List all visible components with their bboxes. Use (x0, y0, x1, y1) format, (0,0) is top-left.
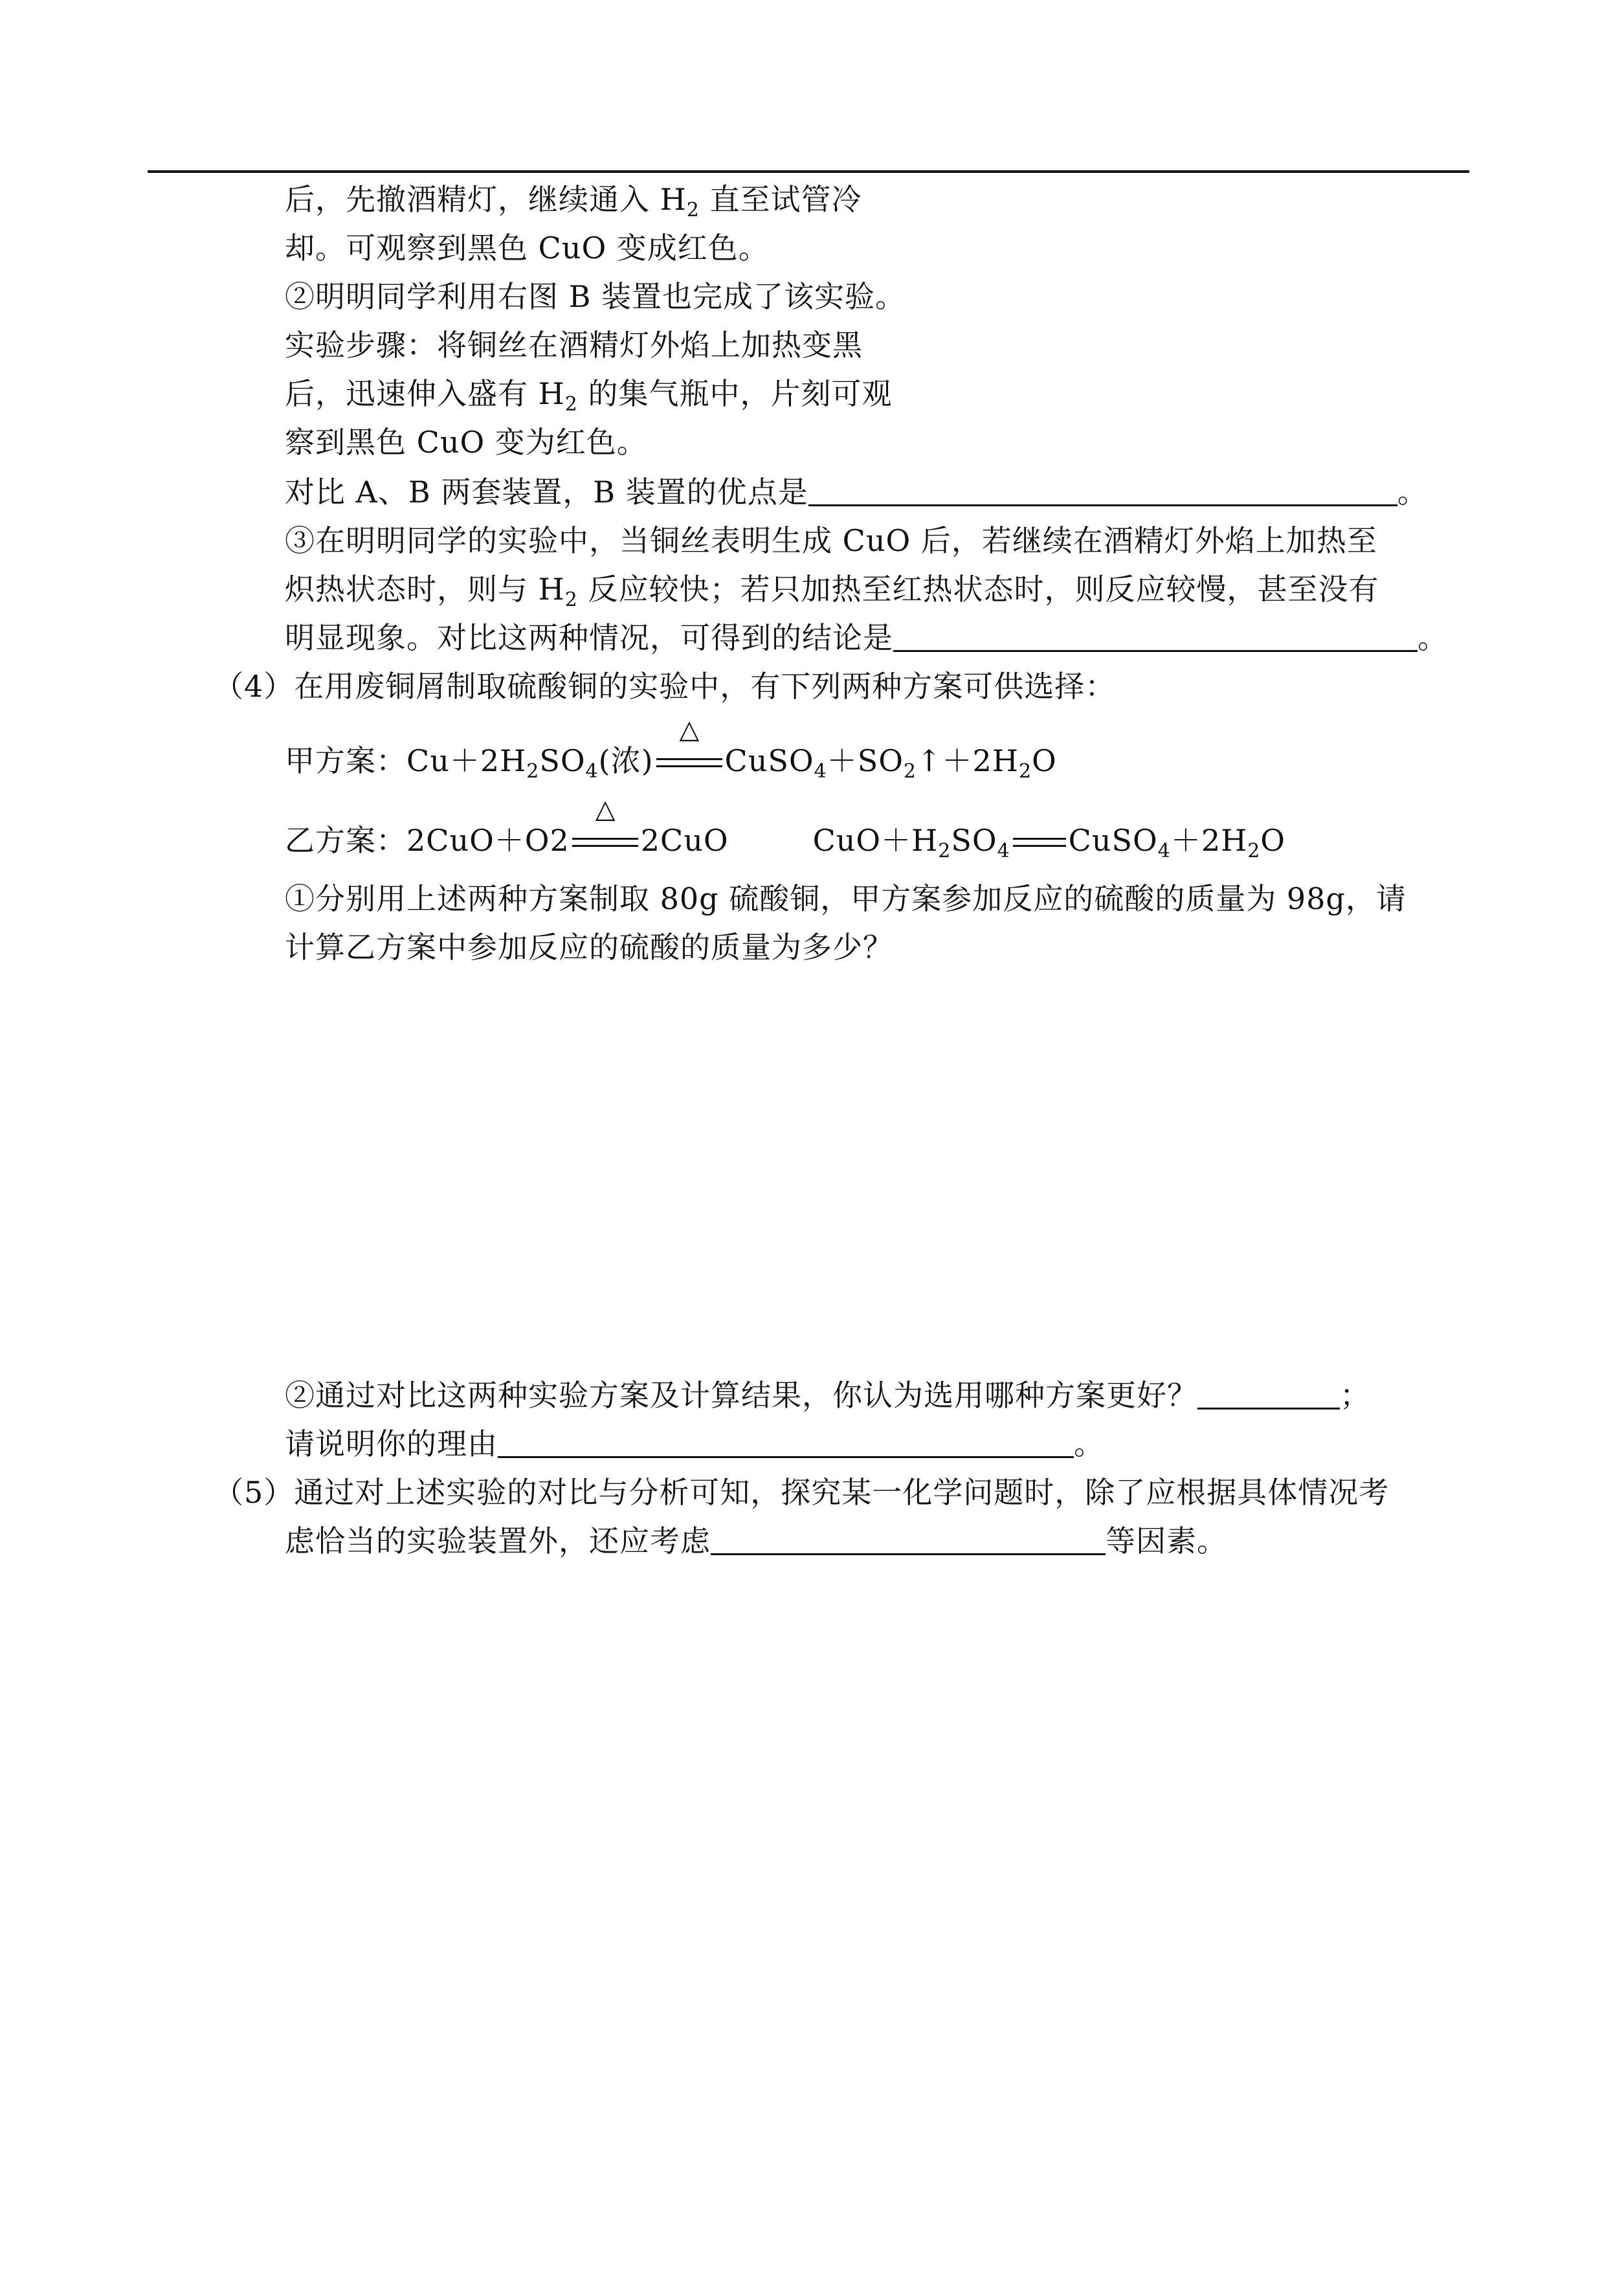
text-line-5: 后，迅速伸入盛有 $H_2$ 的集气瓶中，片刻可观 (285, 376, 893, 416)
heat-triangle-icon: △ (679, 715, 700, 745)
sub-question-1a: ①分别用上述两种方案制取 80g 硫酸铜，甲方案参加反应的硫酸的质量为 98g，请 (285, 881, 1407, 916)
text-line-3: ②明明同学利用右图 B 装置也完成了该实验。 (285, 279, 906, 314)
question-4: （4）在用废铜屑制取硫酸铜的实验中，有下列两种方案可供选择： (214, 669, 1116, 704)
plan-b-equation: 乙方案：2CuO＋O2 △ 2CuO $CuO+H_2SO_4$ $CuSO_4+2H_2O$ (285, 794, 1286, 862)
text-line-8: ③在明明同学的实验中，当铜丝表明生成 CuO 后，若继续在酒精灯外焰上加热至 (285, 523, 1377, 558)
plan-a-equation: 甲方案：$Cu+2H_2SO_4$(浓) △ $CuSO_4+SO_2↑+2H_2O$ (285, 715, 1057, 783)
text-line-9: 炽热状态时，则与 $H_2$ 反应较快；若只加热至红热状态时，则反应较慢，甚至没有 (285, 572, 1379, 611)
header-rule (148, 170, 1469, 173)
question-5b: 虑恰当的实验装置外，还应考虑 等因素。 (285, 1523, 1227, 1558)
answer-blank-advantage[interactable] (808, 473, 1397, 506)
text-line-10: 明显现象。对比这两种情况，可得到的结论是 。 (285, 620, 1448, 655)
answer-blank-factors[interactable] (711, 1522, 1106, 1555)
answer-blank-plan[interactable] (1197, 1376, 1340, 1410)
sub-question-2b: 请说明你的理由 。 (285, 1426, 1104, 1461)
heat-equals-sign (654, 715, 725, 780)
text-line-4: 实验步骤：将铜丝在酒精灯外焰上加热变黑 (285, 328, 863, 363)
text-line-2: 却。可观察到黑色 CuO 变成红色。 (285, 230, 769, 265)
answer-blank-conclusion[interactable] (893, 619, 1418, 652)
heat-equals-sign (570, 794, 641, 860)
equals-sign (1010, 821, 1069, 860)
text-line-7: 对比 A、B 两套装置，B 装置的优点是 。 (285, 475, 1428, 510)
heat-triangle-icon: △ (595, 794, 616, 824)
answer-blank-reason[interactable] (498, 1425, 1074, 1458)
text-line-6: 察到黑色 CuO 变为红色。 (285, 425, 647, 460)
sub-question-1b: 计算乙方案中参加反应的硫酸的质量为多少？ (285, 930, 893, 965)
sub-question-2a: ②通过对比这两种实验方案及计算结果，你认为选用哪种方案更好？ ； (285, 1378, 1370, 1413)
text-line-1: 后，先撤酒精灯，继续通入 $H_2$ 直至试管冷 (285, 182, 862, 221)
question-5a: （5）通过对上述实验的对比与分析可知，探究某一化学问题时，除了应根据具体情况考 (214, 1475, 1390, 1510)
